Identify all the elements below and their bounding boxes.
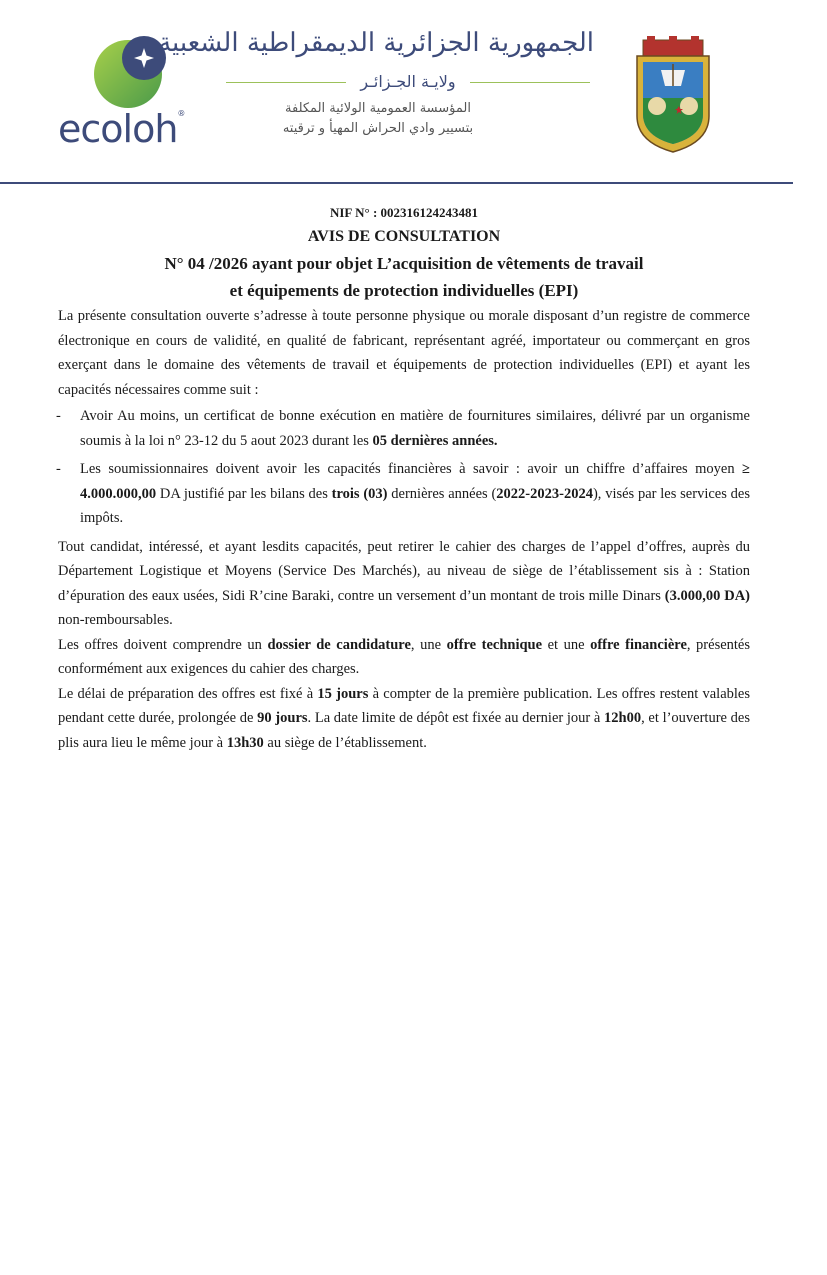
deadline-paragraph: Le délai de préparation des offres est fixé à 15 jours à compter de la première publication. Les offres restent valables pendant cette durée, prolongée de 90 jours. La date limite de dépôt est fixée au dernier jour à 12h00, et l’ouverture des plis aura lieu le même jour à 13h30 au siège de l’établissement. — [58, 685, 750, 751]
arabic-republic-title: الجمهورية الجزائرية الديمقراطية الشعبية — [158, 28, 594, 58]
requirement-item-1: - Avoir Au moins, un certificat de bonne exécution en matière de fournitures similaires, délivré par un organisme soumis à la loi n° 23-12 du 5 aout 2023 durant les 05 dernières années. — [58, 404, 750, 453]
requirements-list — [58, 404, 750, 531]
letterhead — [0, 0, 827, 190]
arabic-header — [158, 28, 594, 138]
requirement-item-2: - Les soumissionnaires doivent avoir les capacités financières à savoir : avoir un chiffre d’affaires moyen ≥ 4.000.000,00 DA justifié par les bilans des trois (03) dernières années (2022-2023-2024), visés par les services des impôts. — [58, 457, 750, 531]
objet-line-1: N° 04 /2026 ayant pour objet L’acquisition de vêtements de travail — [164, 254, 644, 273]
arabic-org-line-1: المؤسسة العمومية الولائية المكلفة — [285, 101, 471, 117]
nif-number: NIF N° : 002316124243481 — [329, 205, 479, 220]
wilaya-coat-of-arms-icon — [633, 36, 713, 154]
avis-title: AVIS DE CONSULTATION — [307, 228, 501, 245]
withdrawal-paragraph: Tout candidat, intéressé, et ayant lesdits capacités, peut retirer le cahier des charges de l’appel d’offres, auprès du Département Logistique et Moyens (Service Des Marchés), au niveau de siège de l’établissement sis à : Station d’épuration des eaux usées, Sidi R’cine Baraki, contre un versement d’un montant de trois mille Dinars (3.000,00 DA) non-remboursables. — [58, 538, 750, 628]
wilaya-row — [222, 69, 594, 95]
logo-wordmark: ecoloh® — [58, 107, 185, 151]
intro-paragraph: La présente consultation ouverte s’adresse à toute personne physique ou morale disposant d’un registre de commerce électronique en cours de validité, en qualité de fabricant, représentant agréé, importateur ou commerçant en gros exerçant dans le domaine des vêtements de travail et équipements de protection individuelles (EPI) et ayant les capacités nécessaires comme suit : — [58, 308, 750, 398]
objet-line-2: et équipements de protection individuelles (EPI) — [229, 281, 579, 300]
document-body — [58, 202, 750, 755]
header-divider — [0, 182, 793, 184]
arabic-wilaya: ولايـة الجـزائـر — [360, 72, 456, 92]
offers-content-paragraph: Les offres doivent comprendre un dossier de candidature, une offre technique et une offre financière, présentés conformément aux exigences du cahier des charges. — [58, 636, 751, 677]
arabic-org-line-2: بتسيير وادي الحراش المهيأ و ترقيته — [282, 120, 474, 136]
